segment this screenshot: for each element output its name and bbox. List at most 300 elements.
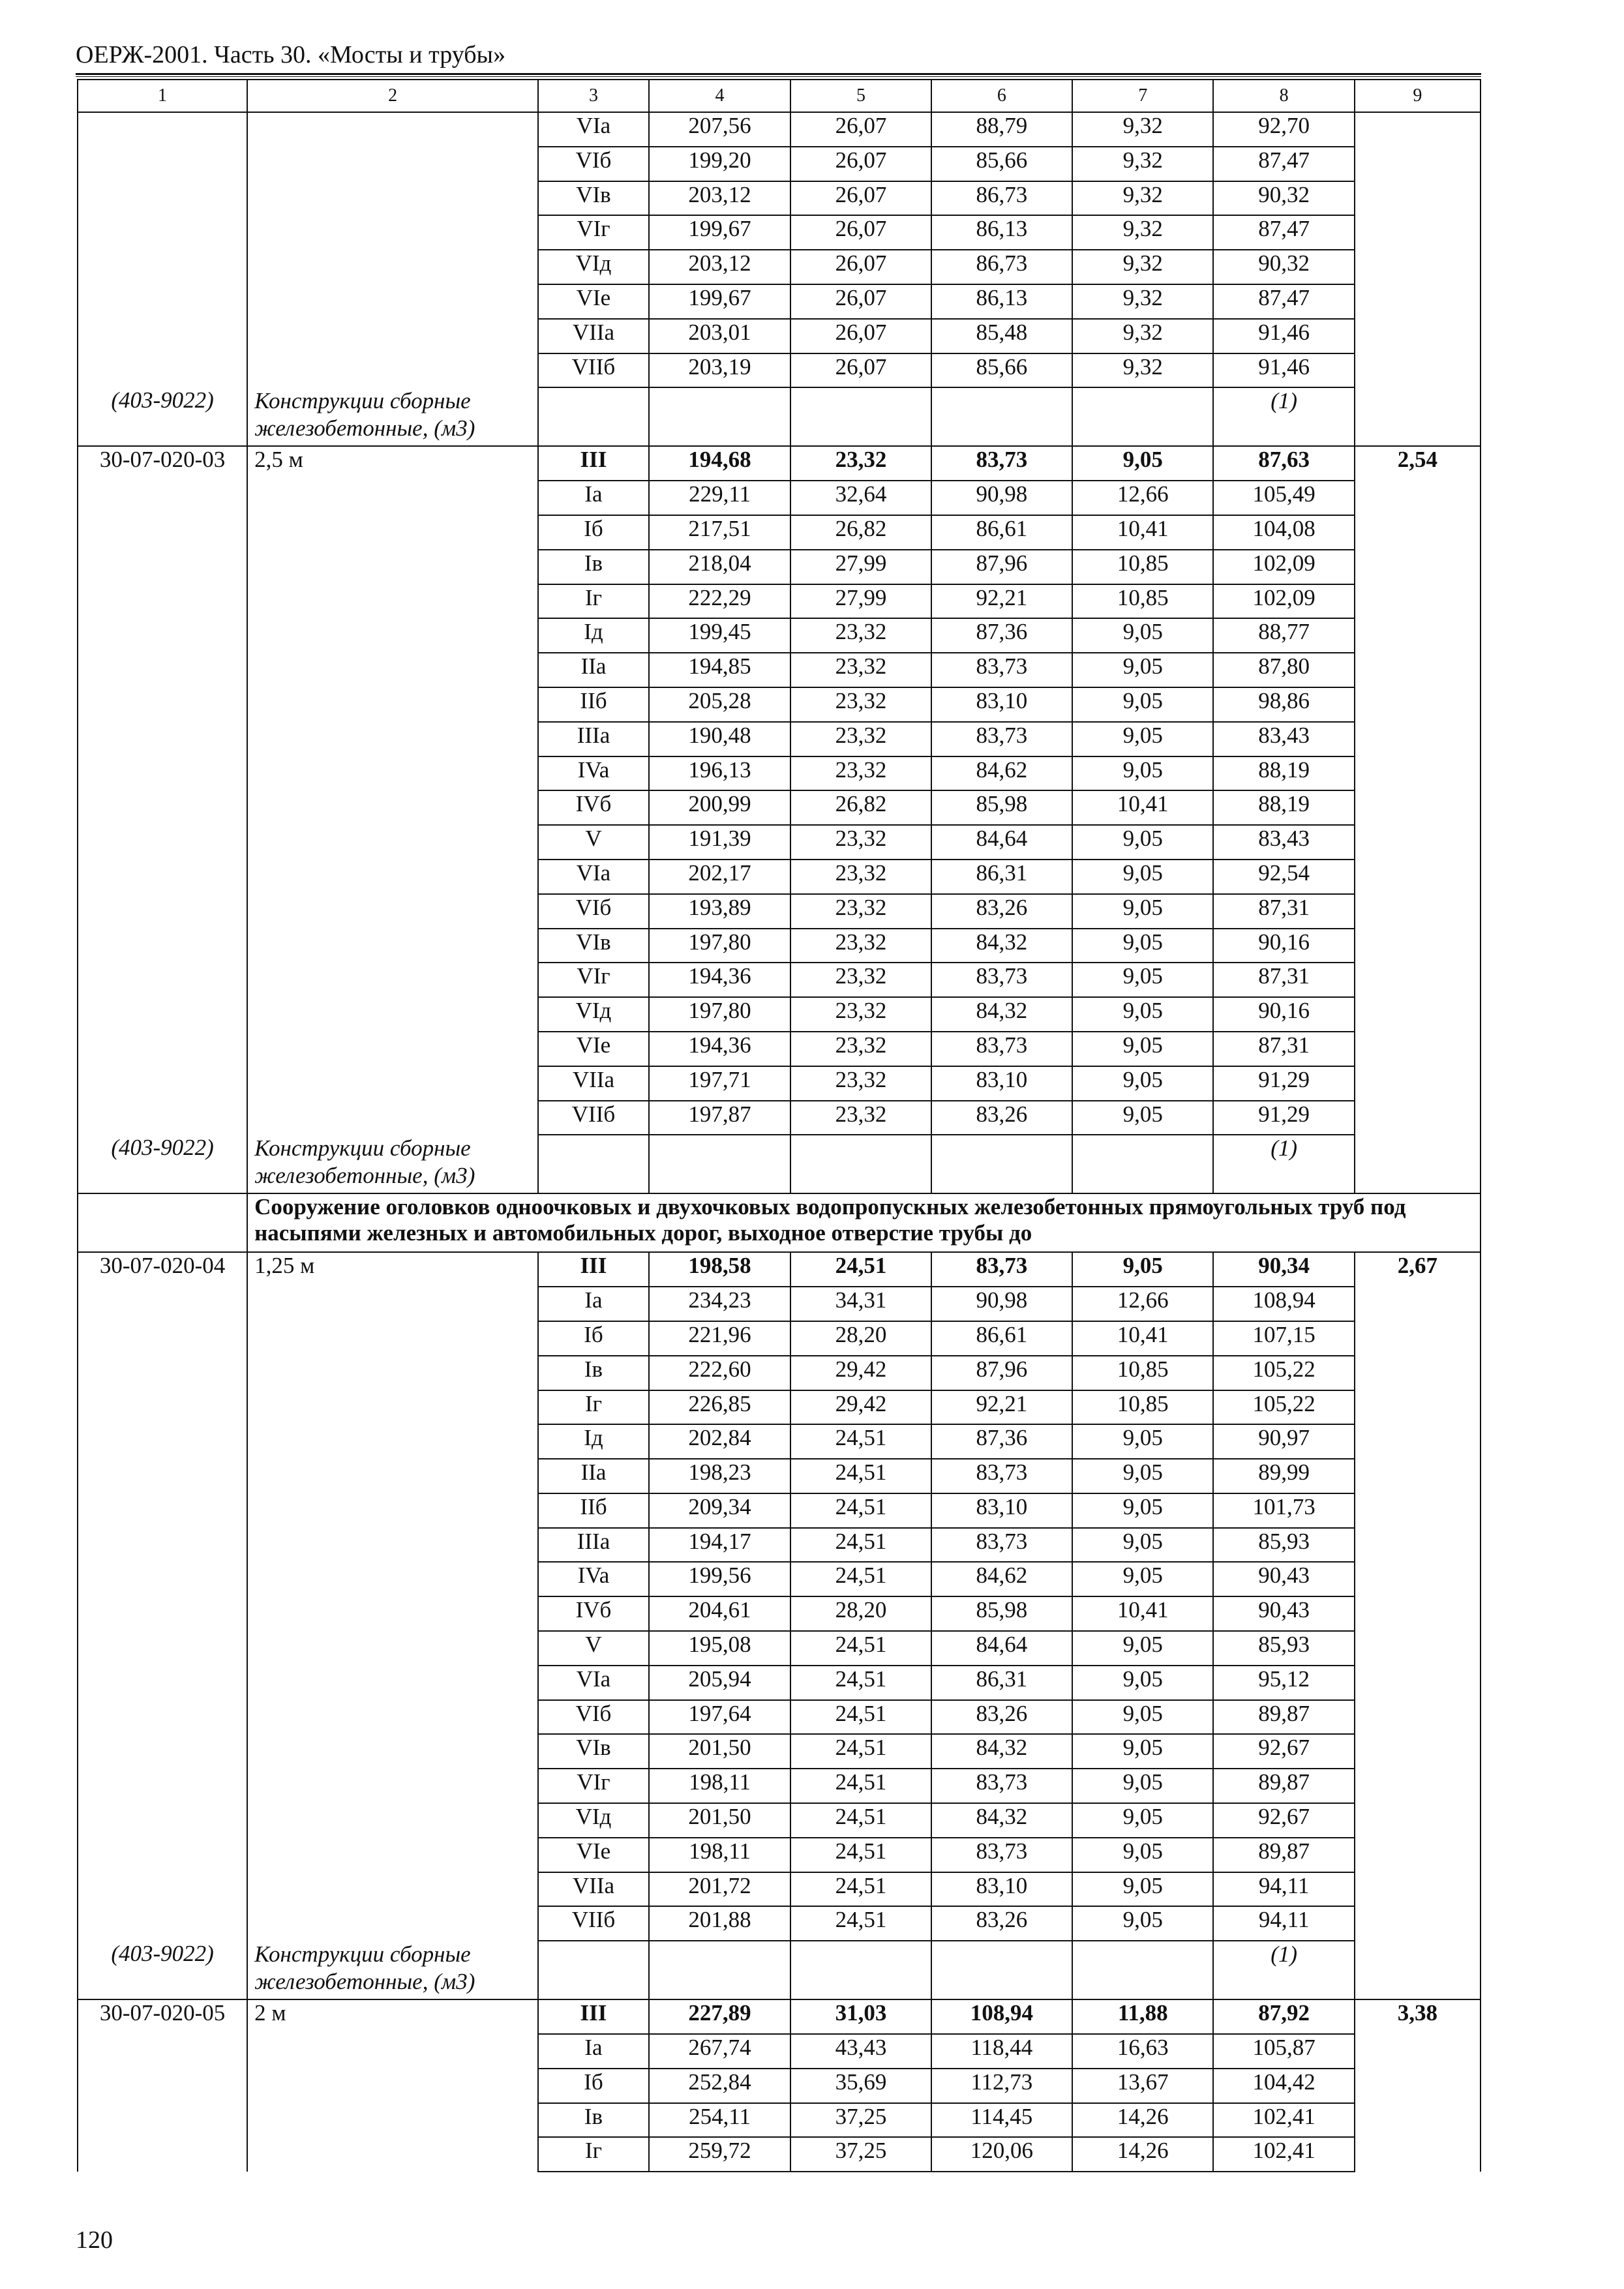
extra-value	[1355, 112, 1481, 147]
table-row	[78, 1562, 1481, 1596]
value-cell: 87,47	[1213, 147, 1354, 181]
value-cell: 199,67	[649, 215, 790, 250]
item-description	[247, 1596, 538, 1631]
item-description	[247, 319, 538, 353]
value-cell: 86,73	[931, 181, 1072, 216]
item-code	[78, 1032, 247, 1066]
value-cell: 26,07	[790, 147, 931, 181]
table-row	[78, 1700, 1481, 1735]
table-row	[78, 825, 1481, 860]
value-cell: 23,32	[790, 722, 931, 756]
value-cell: 92,67	[1213, 1803, 1354, 1838]
material-note-row	[78, 1941, 1481, 1999]
value-cell: 200,99	[649, 790, 790, 825]
value-cell: 87,31	[1213, 963, 1354, 997]
item-description	[247, 1424, 538, 1459]
value-cell: 92,70	[1213, 112, 1354, 147]
zone-cell: IIa	[538, 1459, 649, 1493]
table-row	[78, 2069, 1481, 2103]
item-code: 30-07-020-04	[78, 1252, 247, 1287]
value-cell: 24,51	[790, 1872, 931, 1907]
value-cell: 83,73	[931, 1032, 1072, 1066]
extra-value	[1355, 1287, 1481, 1321]
extra-value	[1355, 825, 1481, 860]
value-cell: 9,05	[1072, 618, 1213, 653]
value-cell: 90,97	[1213, 1424, 1354, 1459]
extra-value	[1355, 687, 1481, 722]
table-row	[78, 687, 1481, 722]
material-description: Конструкции сборные железобетонные, (м3)	[247, 1135, 538, 1193]
value-cell: 10,41	[1072, 790, 1213, 825]
value-cell: 26,07	[790, 215, 931, 250]
value-cell: 85,66	[931, 147, 1072, 181]
extra-value	[1355, 2137, 1481, 2172]
value-cell: 203,12	[649, 250, 790, 284]
empty-cell	[931, 1941, 1072, 1999]
section-heading: Сооружение оголовков одноочковых и двухочковых водопропускных железобетонных прямоугольных труб под насыпями железных и автомобильных дорог, выходное отверстие трубы до	[247, 1193, 1481, 1252]
value-cell: 202,84	[649, 1424, 790, 1459]
item-description	[247, 1356, 538, 1390]
value-cell: 27,99	[790, 584, 931, 619]
value-cell: 24,51	[790, 1838, 931, 1872]
value-cell: 84,32	[931, 1803, 1072, 1838]
item-code	[78, 687, 247, 722]
value-cell: 259,72	[649, 2137, 790, 2172]
extra-value	[1355, 550, 1481, 584]
value-cell: 83,73	[931, 653, 1072, 687]
item-description: 1,25 м	[247, 1252, 538, 1287]
value-cell: 112,73	[931, 2069, 1072, 2103]
empty-cell	[931, 387, 1072, 446]
table-row	[78, 790, 1481, 825]
value-cell: 26,07	[790, 250, 931, 284]
value-cell: 227,89	[649, 1999, 790, 2034]
value-cell: 10,41	[1072, 1321, 1213, 1356]
extra-value	[1355, 387, 1481, 446]
empty-cell	[931, 1135, 1072, 1193]
value-cell: 88,77	[1213, 618, 1354, 653]
value-cell: 84,62	[931, 756, 1072, 791]
value-cell: 87,92	[1213, 1999, 1354, 2034]
table-row	[78, 446, 1481, 481]
value-cell: 9,05	[1072, 860, 1213, 894]
value-cell: 88,19	[1213, 756, 1354, 791]
extra-value	[1355, 722, 1481, 756]
extra-value	[1355, 2069, 1481, 2103]
rates-table	[77, 79, 1481, 2172]
extra-value	[1355, 353, 1481, 388]
extra-value	[1355, 481, 1481, 515]
material-value: (1)	[1213, 387, 1354, 446]
extra-value	[1355, 894, 1481, 929]
extra-value	[1355, 997, 1481, 1032]
item-description: 2,5 м	[247, 446, 538, 481]
value-cell: 203,12	[649, 181, 790, 216]
item-code	[78, 1734, 247, 1769]
value-cell: 194,85	[649, 653, 790, 687]
table-row	[78, 1999, 1481, 2034]
value-cell: 26,82	[790, 515, 931, 550]
item-description	[247, 515, 538, 550]
value-cell: 201,88	[649, 1906, 790, 1941]
table-row	[78, 722, 1481, 756]
zone-cell: IIб	[538, 687, 649, 722]
value-cell: 89,87	[1213, 1700, 1354, 1735]
value-cell: 88,19	[1213, 790, 1354, 825]
value-cell: 9,05	[1072, 653, 1213, 687]
item-code	[78, 1459, 247, 1493]
extra-value	[1355, 756, 1481, 791]
table-row	[78, 550, 1481, 584]
item-description	[247, 147, 538, 181]
table-row	[78, 1803, 1481, 1838]
value-cell: 23,32	[790, 997, 931, 1032]
item-description	[247, 860, 538, 894]
extra-value	[1355, 963, 1481, 997]
zone-cell: VIв	[538, 181, 649, 216]
value-cell: 9,05	[1072, 446, 1213, 481]
value-cell: 234,23	[649, 1287, 790, 1321]
value-cell: 114,45	[931, 2103, 1072, 2138]
item-code	[78, 181, 247, 216]
value-cell: 23,32	[790, 894, 931, 929]
value-cell: 91,29	[1213, 1101, 1354, 1135]
value-cell: 24,51	[790, 1528, 931, 1563]
item-code	[78, 997, 247, 1032]
table-row	[78, 112, 1481, 147]
value-cell: 252,84	[649, 2069, 790, 2103]
column-number-cell: 2	[247, 80, 538, 112]
zone-cell: IVб	[538, 790, 649, 825]
zone-cell: Iд	[538, 1424, 649, 1459]
extra-value	[1355, 284, 1481, 319]
header-rule	[76, 73, 1481, 75]
value-cell: 83,73	[931, 1838, 1072, 1872]
value-cell: 24,51	[790, 1906, 931, 1941]
item-description	[247, 722, 538, 756]
value-cell: 195,08	[649, 1631, 790, 1666]
value-cell: 194,17	[649, 1528, 790, 1563]
value-cell: 83,73	[931, 1528, 1072, 1563]
value-cell: 105,22	[1213, 1356, 1354, 1390]
item-code	[78, 1066, 247, 1101]
item-code	[78, 1872, 247, 1907]
empty-cell	[649, 1135, 790, 1193]
table-row	[78, 1066, 1481, 1101]
item-description	[247, 215, 538, 250]
item-code	[78, 1493, 247, 1528]
section-heading-spacer	[78, 1193, 247, 1252]
value-cell: 9,05	[1072, 1493, 1213, 1528]
extra-value	[1355, 1321, 1481, 1356]
zone-cell: VIб	[538, 147, 649, 181]
item-code	[78, 584, 247, 619]
value-cell: 118,44	[931, 2034, 1072, 2069]
value-cell: 87,36	[931, 618, 1072, 653]
value-cell: 102,09	[1213, 584, 1354, 619]
value-cell: 83,10	[931, 1066, 1072, 1101]
item-code: 30-07-020-03	[78, 446, 247, 481]
value-cell: 222,60	[649, 1356, 790, 1390]
extra-value	[1355, 929, 1481, 963]
header-rule-thin	[76, 76, 1481, 77]
empty-cell	[649, 1941, 790, 1999]
item-code	[78, 1390, 247, 1425]
value-cell: 85,66	[931, 353, 1072, 388]
zone-cell: Iб	[538, 2069, 649, 2103]
value-cell: 9,32	[1072, 112, 1213, 147]
extra-value	[1355, 215, 1481, 250]
column-number-cell: 8	[1213, 80, 1354, 112]
item-code	[78, 250, 247, 284]
value-cell: 86,73	[931, 250, 1072, 284]
value-cell: 35,69	[790, 2069, 931, 2103]
value-cell: 9,05	[1072, 1528, 1213, 1563]
item-code	[78, 929, 247, 963]
item-description	[247, 2137, 538, 2172]
extra-value	[1355, 1135, 1481, 1193]
value-cell: 92,67	[1213, 1734, 1354, 1769]
zone-cell: VIе	[538, 284, 649, 319]
value-cell: 27,99	[790, 550, 931, 584]
table-row	[78, 1321, 1481, 1356]
item-code	[78, 756, 247, 791]
value-cell: 92,54	[1213, 860, 1354, 894]
value-cell: 91,46	[1213, 353, 1354, 388]
empty-cell	[1072, 1941, 1213, 1999]
value-cell: 207,56	[649, 112, 790, 147]
column-number-row	[78, 80, 1481, 112]
value-cell: 84,62	[931, 1562, 1072, 1596]
table-row	[78, 894, 1481, 929]
value-cell: 205,28	[649, 687, 790, 722]
value-cell: 10,85	[1072, 1390, 1213, 1425]
zone-cell: Ia	[538, 2034, 649, 2069]
zone-cell: VIд	[538, 997, 649, 1032]
value-cell: 196,13	[649, 756, 790, 791]
item-description: 2 м	[247, 1999, 538, 2034]
table-row	[78, 1734, 1481, 1769]
extra-value	[1355, 515, 1481, 550]
table-row	[78, 2137, 1481, 2172]
value-cell: 194,36	[649, 1032, 790, 1066]
value-cell: 90,98	[931, 481, 1072, 515]
value-cell: 9,05	[1072, 1700, 1213, 1735]
value-cell: 90,16	[1213, 997, 1354, 1032]
column-number-cell: 7	[1072, 80, 1213, 112]
item-description	[247, 1734, 538, 1769]
value-cell: 9,05	[1072, 1631, 1213, 1666]
item-code	[78, 860, 247, 894]
table-row	[78, 481, 1481, 515]
value-cell: 83,26	[931, 894, 1072, 929]
table-row	[78, 1356, 1481, 1390]
value-cell: 201,50	[649, 1803, 790, 1838]
value-cell: 84,32	[931, 929, 1072, 963]
value-cell: 9,32	[1072, 353, 1213, 388]
item-code	[78, 790, 247, 825]
empty-cell	[790, 387, 931, 446]
zone-cell: VIб	[538, 894, 649, 929]
item-description	[247, 1032, 538, 1066]
value-cell: 84,64	[931, 1631, 1072, 1666]
material-description: Конструкции сборные железобетонные, (м3)	[247, 1941, 538, 1999]
value-cell: 37,25	[790, 2137, 931, 2172]
value-cell: 85,48	[931, 319, 1072, 353]
extra-value	[1355, 1631, 1481, 1666]
item-description	[247, 929, 538, 963]
value-cell: 9,05	[1072, 825, 1213, 860]
extra-value	[1355, 2103, 1481, 2138]
value-cell: 10,85	[1072, 584, 1213, 619]
value-cell: 29,42	[790, 1390, 931, 1425]
item-code	[78, 825, 247, 860]
value-cell: 90,43	[1213, 1596, 1354, 1631]
item-description	[247, 2069, 538, 2103]
zone-cell: VIIa	[538, 1066, 649, 1101]
value-cell: 91,46	[1213, 319, 1354, 353]
value-cell: 9,05	[1072, 1101, 1213, 1135]
item-description	[247, 1528, 538, 1563]
value-cell: 90,32	[1213, 250, 1354, 284]
value-cell: 194,68	[649, 446, 790, 481]
value-cell: 24,51	[790, 1459, 931, 1493]
page-header: ОЕРЖ-2001. Часть 30. «Мосты и трубы»	[76, 41, 506, 68]
value-cell: 23,32	[790, 963, 931, 997]
value-cell: 84,32	[931, 997, 1072, 1032]
extra-value	[1355, 1528, 1481, 1563]
extra-value	[1355, 584, 1481, 619]
value-cell: 197,64	[649, 1700, 790, 1735]
value-cell: 24,51	[790, 1769, 931, 1803]
item-description	[247, 1803, 538, 1838]
value-cell: 204,61	[649, 1596, 790, 1631]
value-cell: 11,88	[1072, 1999, 1213, 2034]
value-cell: 102,41	[1213, 2137, 1354, 2172]
zone-cell: VIв	[538, 1734, 649, 1769]
item-description	[247, 1390, 538, 1425]
item-code	[78, 1101, 247, 1135]
extra-value	[1355, 1066, 1481, 1101]
extra-value	[1355, 250, 1481, 284]
item-description	[247, 1287, 538, 1321]
extra-value	[1355, 1390, 1481, 1425]
value-cell: 83,10	[931, 1493, 1072, 1528]
zone-cell: Iг	[538, 2137, 649, 2172]
value-cell: 254,11	[649, 2103, 790, 2138]
value-cell: 23,32	[790, 618, 931, 653]
value-cell: 10,85	[1072, 1356, 1213, 1390]
item-description	[247, 550, 538, 584]
item-description	[247, 2103, 538, 2138]
value-cell: 90,16	[1213, 929, 1354, 963]
column-number-cell: 9	[1355, 80, 1481, 112]
table-row	[78, 756, 1481, 791]
extra-value	[1355, 1700, 1481, 1735]
table-row	[78, 319, 1481, 353]
value-cell: 9,05	[1072, 1803, 1213, 1838]
value-cell: 43,43	[790, 2034, 931, 2069]
item-code	[78, 319, 247, 353]
value-cell: 87,80	[1213, 653, 1354, 687]
extra-value	[1355, 860, 1481, 894]
zone-cell: VIг	[538, 963, 649, 997]
table-row	[78, 353, 1481, 388]
item-code	[78, 1803, 247, 1838]
item-description	[247, 894, 538, 929]
zone-cell: Iг	[538, 1390, 649, 1425]
table-row	[78, 1101, 1481, 1135]
value-cell: 85,98	[931, 1596, 1072, 1631]
item-code	[78, 1287, 247, 1321]
value-cell: 94,11	[1213, 1906, 1354, 1941]
value-cell: 24,51	[790, 1493, 931, 1528]
item-code	[78, 1356, 247, 1390]
extra-value	[1355, 1459, 1481, 1493]
zone-cell: III	[538, 446, 649, 481]
item-code	[78, 2069, 247, 2103]
material-description: Конструкции сборные железобетонные, (м3)	[247, 387, 538, 446]
extra-value	[1355, 790, 1481, 825]
item-description	[247, 1631, 538, 1666]
value-cell: 28,20	[790, 1596, 931, 1631]
item-description	[247, 618, 538, 653]
extra-value	[1355, 1872, 1481, 1907]
value-cell: 86,13	[931, 284, 1072, 319]
value-cell: 92,21	[931, 584, 1072, 619]
value-cell: 95,12	[1213, 1666, 1354, 1700]
value-cell: 9,32	[1072, 250, 1213, 284]
extra-value	[1355, 1424, 1481, 1459]
extra-value	[1355, 653, 1481, 687]
value-cell: 12,66	[1072, 1287, 1213, 1321]
zone-cell: VIa	[538, 860, 649, 894]
table-row	[78, 250, 1481, 284]
value-cell: 24,51	[790, 1700, 931, 1735]
value-cell: 83,73	[931, 446, 1072, 481]
zone-cell: Iд	[538, 618, 649, 653]
value-cell: 9,05	[1072, 1872, 1213, 1907]
extra-value	[1355, 1666, 1481, 1700]
value-cell: 226,85	[649, 1390, 790, 1425]
section-heading-row	[78, 1193, 1481, 1252]
table-row	[78, 181, 1481, 216]
value-cell: 199,20	[649, 147, 790, 181]
value-cell: 205,94	[649, 1666, 790, 1700]
item-code: 30-07-020-05	[78, 1999, 247, 2034]
value-cell: 10,41	[1072, 1596, 1213, 1631]
value-cell: 209,34	[649, 1493, 790, 1528]
value-cell: 98,86	[1213, 687, 1354, 722]
value-cell: 23,32	[790, 825, 931, 860]
extra-value	[1355, 1493, 1481, 1528]
value-cell: 190,48	[649, 722, 790, 756]
extra-value	[1355, 2034, 1481, 2069]
zone-cell: VIг	[538, 1769, 649, 1803]
value-cell: 83,73	[931, 1459, 1072, 1493]
item-description	[247, 1101, 538, 1135]
extra-value	[1355, 1941, 1481, 1999]
extra-value	[1355, 1803, 1481, 1838]
table-row	[78, 1528, 1481, 1563]
value-cell: 9,05	[1072, 756, 1213, 791]
extra-value	[1355, 1562, 1481, 1596]
extra-value	[1355, 1838, 1481, 1872]
value-cell: 9,05	[1072, 1906, 1213, 1941]
zone-cell: VIг	[538, 215, 649, 250]
value-cell: 23,32	[790, 929, 931, 963]
empty-cell	[649, 387, 790, 446]
